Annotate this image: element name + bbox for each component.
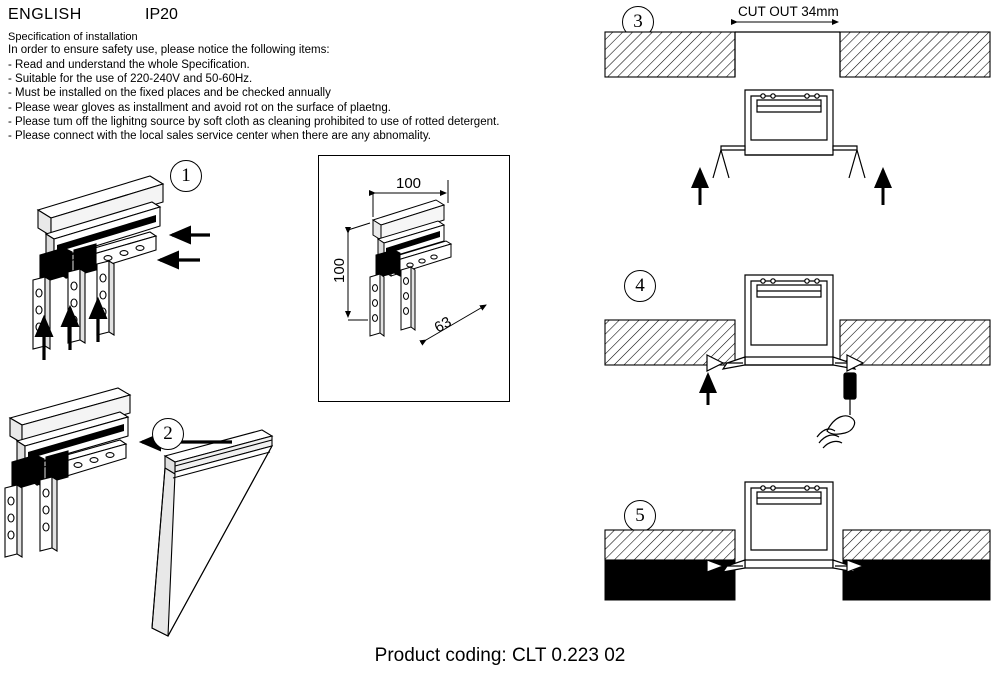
step3-illustration bbox=[595, 0, 1000, 230]
specification-title: Specification of installation bbox=[8, 31, 138, 43]
width-dimension-text: 100 bbox=[396, 175, 422, 192]
specification-item: - Must be installed on the fixed places and be checked annually bbox=[8, 87, 331, 100]
step-3-badge: 3 bbox=[622, 6, 654, 38]
angle-dimension-text: 63 bbox=[431, 313, 455, 337]
specification-item: - Suitable for the use of 220-240V and 50-60Hz. bbox=[8, 73, 253, 86]
height-dimension-text: 100 bbox=[331, 257, 348, 283]
dimension-illustration bbox=[318, 155, 508, 400]
specification-item: - Please wear gloves as installment and avoid rot on the surface of plaetng. bbox=[8, 101, 391, 114]
product-coding-label: Product coding: CLT 0.223 02 bbox=[374, 645, 626, 666]
specification-item: - Please connect with the local sales service center when there are any abnomality. bbox=[8, 130, 431, 143]
step1-illustration bbox=[0, 150, 310, 370]
language-label: ENGLISH bbox=[8, 6, 82, 23]
cover-left-label: COVER 9mm bbox=[631, 576, 700, 590]
step5-illustration bbox=[595, 470, 1000, 640]
specification-item: - Please tum off the lighitng source by soft cloth as cleaning prohibited to use of rotted detergent. bbox=[8, 115, 500, 128]
step2-illustration bbox=[0, 378, 320, 638]
step-4-badge: 4 bbox=[624, 270, 656, 302]
step-2-badge: 2 bbox=[152, 418, 184, 450]
specification-list bbox=[8, 58, 499, 143]
specification-lead: In order to ensure safety use, please notice the following items: bbox=[8, 44, 330, 56]
ip-rating-label: IP20 bbox=[145, 6, 178, 23]
step-1-badge: 1 bbox=[170, 160, 202, 192]
cut-out-label: CUT OUT 34mm bbox=[738, 4, 839, 19]
step3-arrows bbox=[700, 170, 883, 205]
specification-item: - Read and understand the whole Specification. bbox=[8, 59, 250, 71]
step-5-badge: 5 bbox=[624, 500, 656, 532]
cover-right-label: COVER 9mm bbox=[873, 576, 942, 590]
step4-illustration bbox=[595, 245, 1000, 475]
hand-tool bbox=[817, 373, 856, 448]
